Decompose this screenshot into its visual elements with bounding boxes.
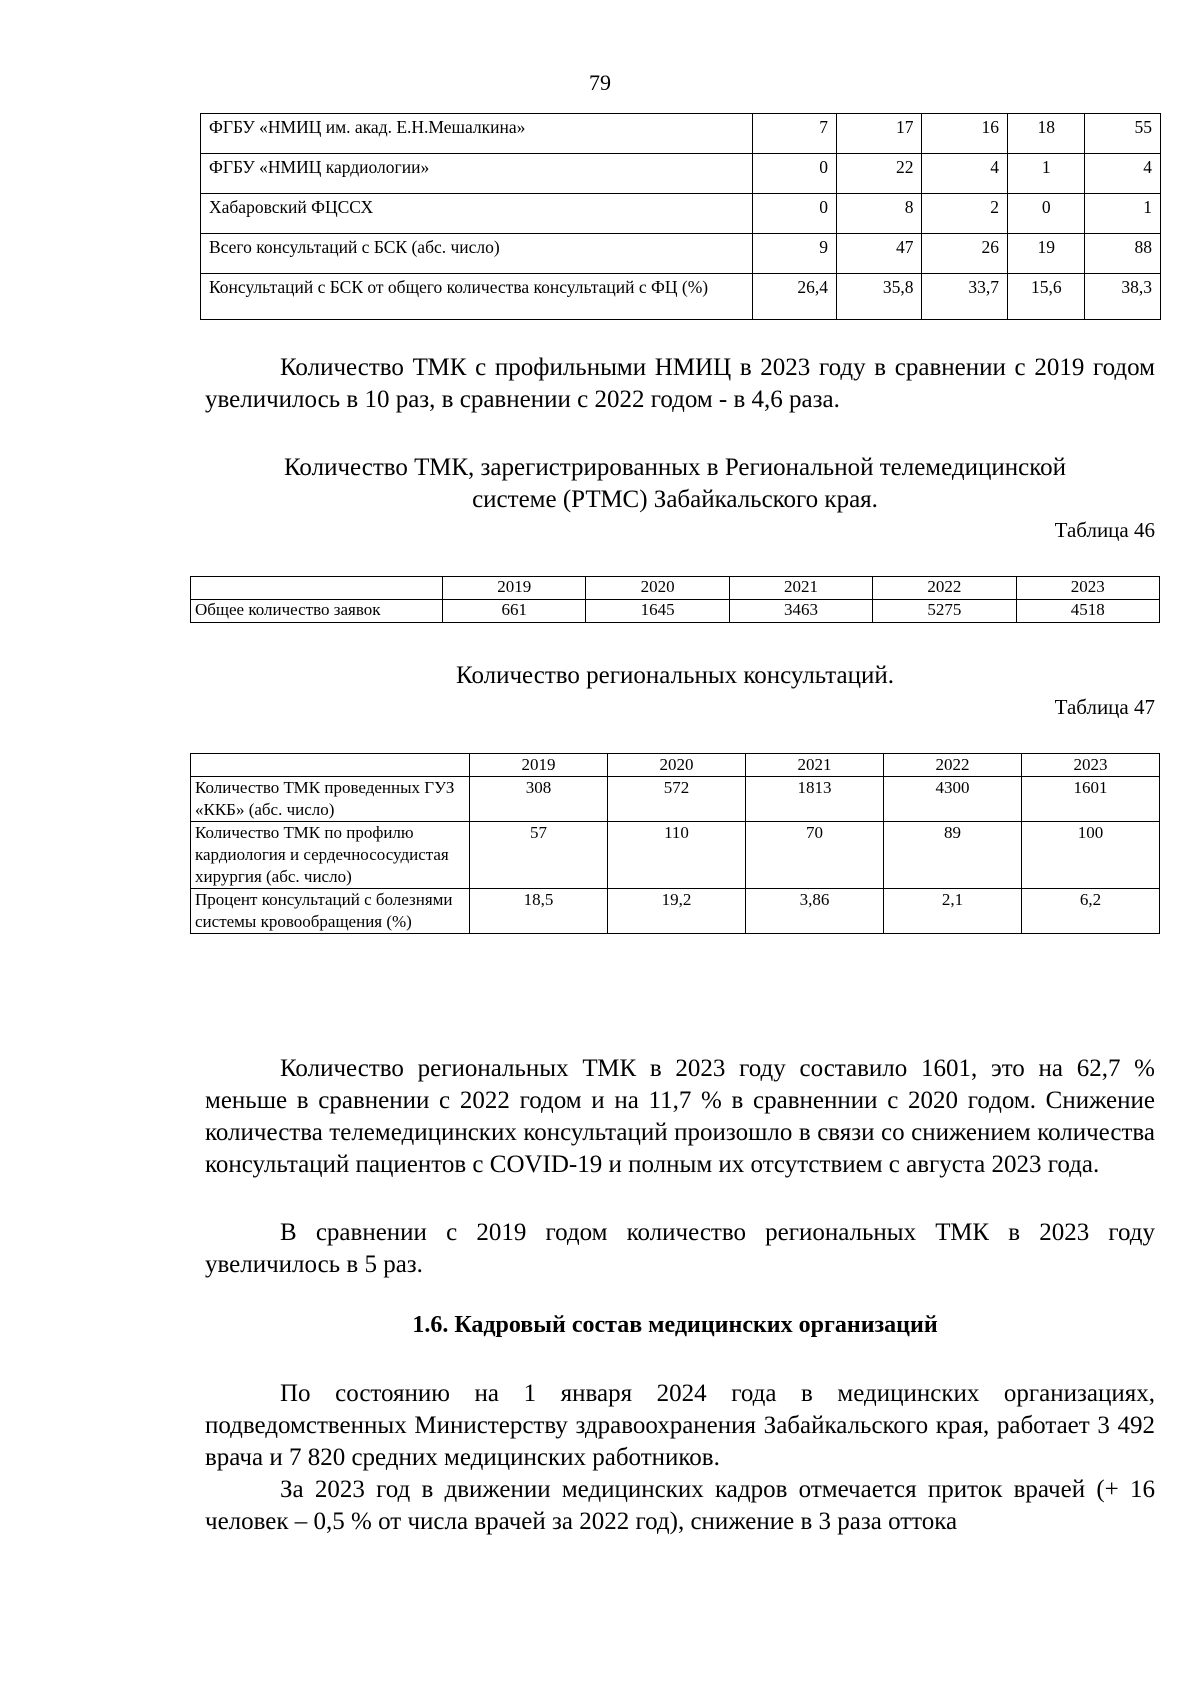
table-row (191, 600, 1160, 623)
year-header: 2020 (608, 754, 746, 777)
cell: 0 (1008, 194, 1085, 234)
cell: 1645 (586, 600, 729, 623)
table-row (191, 889, 1160, 934)
table47-label: Таблица 47 (1054, 695, 1155, 719)
cell: 15,6 (1008, 274, 1085, 320)
cell: 33,7 (922, 274, 1008, 320)
paragraph (205, 1053, 1155, 1181)
paragraph-text: В сравнении с 2019 годом количество региональных ТМК в 2023 году увеличилось в 5 раз. (205, 1219, 1155, 1278)
cell: 4518 (1016, 600, 1159, 623)
paragraph-text: Количество региональных ТМК в 2023 году составило 1601, это на 62,7 % меньше в сравнении с 2022 годом и на 11,7 % в сравненнии с 2020 годом. Снижение количества телемедицинских консультаций произошло в связи со снижением количества консультаций пациентов с COVID-19 и полным их отсутствием с августа 2023 года. (205, 1055, 1155, 1178)
cell: 57 (470, 822, 608, 889)
table-row (191, 822, 1160, 889)
table-header-row (191, 577, 1160, 600)
cell: 5275 (873, 600, 1016, 623)
year-header: 2021 (746, 754, 884, 777)
cell: 1 (1085, 194, 1161, 234)
paragraph-text: Количество ТМК с профильными НМИЦ в 2023 году в сравнении с 2019 годом увеличилось в 10 раз, в сравнении с 2022 годом - в 4,6 раза. (205, 354, 1155, 413)
table-row (201, 154, 1161, 194)
cell: 16 (922, 114, 1008, 154)
cell: 38,3 (1085, 274, 1161, 320)
page-number: 79 (589, 70, 611, 95)
year-header: 2022 (873, 577, 1016, 600)
row-label: Количество ТМК проведенных ГУЗ «ККБ» (абс. число) (191, 777, 470, 822)
cell: 9 (753, 234, 837, 274)
federal-centers-table (200, 113, 1161, 320)
cell: 0 (753, 154, 837, 194)
cell: 19 (1008, 234, 1085, 274)
year-header: 2019 (443, 577, 586, 600)
cell: 1 (1008, 154, 1085, 194)
cell: 3463 (729, 600, 872, 623)
section-heading: 1.6. Кадровый состав медицинских организаций (412, 1312, 938, 1338)
row-label: ФГБУ «НМИЦ им. акад. Е.Н.Мешалкина» (201, 114, 753, 154)
row-label: ФГБУ «НМИЦ кардиологии» (201, 154, 753, 194)
paragraph-text: За 2023 год в движении медицинских кадров отмечается приток врачей (+ 16 человек – 0,5 % от числа врачей за 2022 год), снижение в 3 раза оттока (205, 1476, 1155, 1535)
paragraph (205, 1217, 1155, 1281)
table46-title-line: системе (РТМС) Забайкальского края. (472, 486, 878, 513)
cell: 17 (836, 114, 922, 154)
year-header: 2020 (586, 577, 729, 600)
cell: 0 (753, 194, 837, 234)
table-row (191, 777, 1160, 822)
paragraph (205, 1378, 1155, 1474)
row-label: Всего консультаций с БСК (абс. число) (201, 234, 753, 274)
cell: 18,5 (470, 889, 608, 934)
cell: 572 (608, 777, 746, 822)
row-label: Общее количество заявок (191, 600, 443, 623)
cell: 35,8 (836, 274, 922, 320)
paragraph-text: По состоянию на 1 января 2024 года в медицинских организациях, подведомственных Министерству здравоохранения Забайкальского края, работает 3 492 врача и 7 820 средних медицинских работников. (205, 1380, 1155, 1471)
cell: 3,86 (746, 889, 884, 934)
cell: 19,2 (608, 889, 746, 934)
year-header: 2022 (884, 754, 1022, 777)
cell: 4 (922, 154, 1008, 194)
year-header: 2021 (729, 577, 872, 600)
table46 (190, 576, 1160, 623)
cell: 7 (753, 114, 837, 154)
cell: 26,4 (753, 274, 837, 320)
table-header-row (191, 754, 1160, 777)
table-row (201, 114, 1161, 154)
year-header: 2023 (1022, 754, 1160, 777)
cell: 88 (1085, 234, 1161, 274)
cell: 4 (1085, 154, 1161, 194)
cell: 6,2 (1022, 889, 1160, 934)
cell: 308 (470, 777, 608, 822)
row-label: Консультаций с БСК от общего количества консультаций с ФЦ (%) (201, 274, 753, 320)
year-header: 2023 (1016, 577, 1159, 600)
cell: 8 (836, 194, 922, 234)
cell: 18 (1008, 114, 1085, 154)
cell: 89 (884, 822, 1022, 889)
table47-title: Количество региональных консультаций. (456, 662, 894, 689)
cell: 4300 (884, 777, 1022, 822)
row-label: Количество ТМК по профилю кардиология и сердечнососудистая хирургия (абс. число) (191, 822, 470, 889)
cell: 2,1 (884, 889, 1022, 934)
row-label: Хабаровский ФЦССХ (201, 194, 753, 234)
cell: 1601 (1022, 777, 1160, 822)
table46-title (190, 452, 1160, 516)
row-label: Процент консультаций с болезнями системы кровообращения (%) (191, 889, 470, 934)
paragraph (205, 1474, 1155, 1538)
cell: 661 (443, 600, 586, 623)
cell: 26 (922, 234, 1008, 274)
table-row (201, 274, 1161, 320)
table-row (201, 194, 1161, 234)
table46-title-line: Количество ТМК, зарегистрированных в Региональной телемедицинской (284, 454, 1066, 481)
cell: 55 (1085, 114, 1161, 154)
year-header: 2019 (470, 754, 608, 777)
cell: 110 (608, 822, 746, 889)
table47 (190, 753, 1160, 934)
cell: 1813 (746, 777, 884, 822)
cell: 22 (836, 154, 922, 194)
cell: 100 (1022, 822, 1160, 889)
table46-label: Таблица 46 (1054, 518, 1155, 542)
table-row (201, 234, 1161, 274)
cell: 2 (922, 194, 1008, 234)
cell: 70 (746, 822, 884, 889)
cell: 47 (836, 234, 922, 274)
paragraph (205, 352, 1155, 416)
